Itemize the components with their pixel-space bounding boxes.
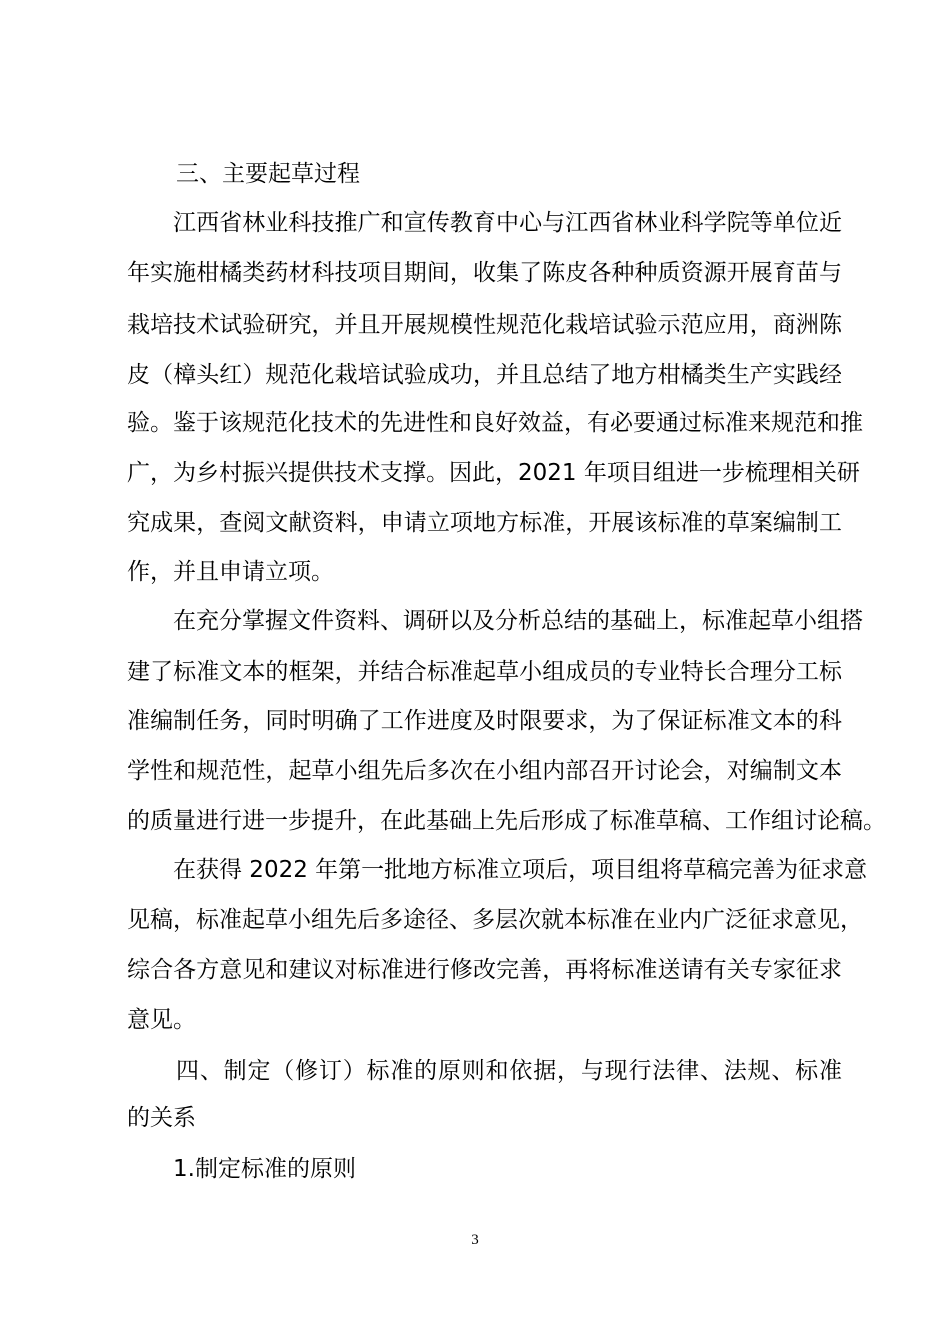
paragraph-line: 年实施柑橘类药材科技项目期间，收集了陈皮各种种质资源开展育苗与 [127,260,842,286]
paragraph-line: 皮（樟头红）规范化栽培试验成功，并且总结了地方柑橘类生产实践经 [127,362,842,388]
page-number: 3 [471,1232,479,1248]
paragraph-line: 验。鉴于该规范化技术的先进性和良好效益，有必要通过标准来规范和推 [127,410,863,436]
paragraph-line: 究成果，查阅文献资料，申请立项地方标准，开展该标准的草案编制工 [127,510,842,536]
paragraph-line: 建了标准文本的框架，并结合标准起草小组成员的专业特长合理分工标 [127,659,842,685]
paragraph-line: 综合各方意见和建议对标准进行修改完善，再将标准送请有关专家征求 [127,957,842,983]
paragraph-line: 广，为乡村振兴提供技术支撑。因此，2021 年项目组进一步梳理相关研 [127,460,860,486]
heading-line: 的关系 [127,1105,196,1131]
paragraph-line: 学性和规范性，起草小组先后多次在小组内部召开讨论会，对编制文本 [127,758,842,784]
paragraph-line: 作，并且申请立项。 [127,559,334,585]
paragraph-line: 在获得 2022 年第一批地方标准立项后，项目组将草稿完善为征求意 [173,857,868,883]
paragraph-line: 见稿，标准起草小组先后多途径、多层次就本标准在业内广泛征求意见， [127,907,863,933]
paragraph-line: 意见。 [127,1007,196,1033]
paragraph-line: 在充分掌握文件资料、调研以及分析总结的基础上，标准起草小组搭 [173,608,863,634]
subheading-principles: 1.制定标准的原则 [173,1156,356,1182]
section-heading-drafting-process: 三、主要起草过程 [176,161,360,187]
paragraph-line: 栽培技术试验研究，并且开展规模性规范化栽培试验示范应用，商洲陈 [127,312,842,338]
paragraph-line: 准编制任务，同时明确了工作进度及时限要求，为了保证标准文本的科 [127,708,842,734]
heading-line: 四、制定（修订）标准的原则和依据，与现行法律、法规、标准 [176,1058,842,1084]
paragraph-line: 江西省林业科技推广和宣传教育中心与江西省林业科学院等单位近 [173,210,842,236]
paragraph-line: 的质量进行进一步提升，在此基础上先后形成了标准草稿、工作组讨论稿。 [127,808,886,834]
